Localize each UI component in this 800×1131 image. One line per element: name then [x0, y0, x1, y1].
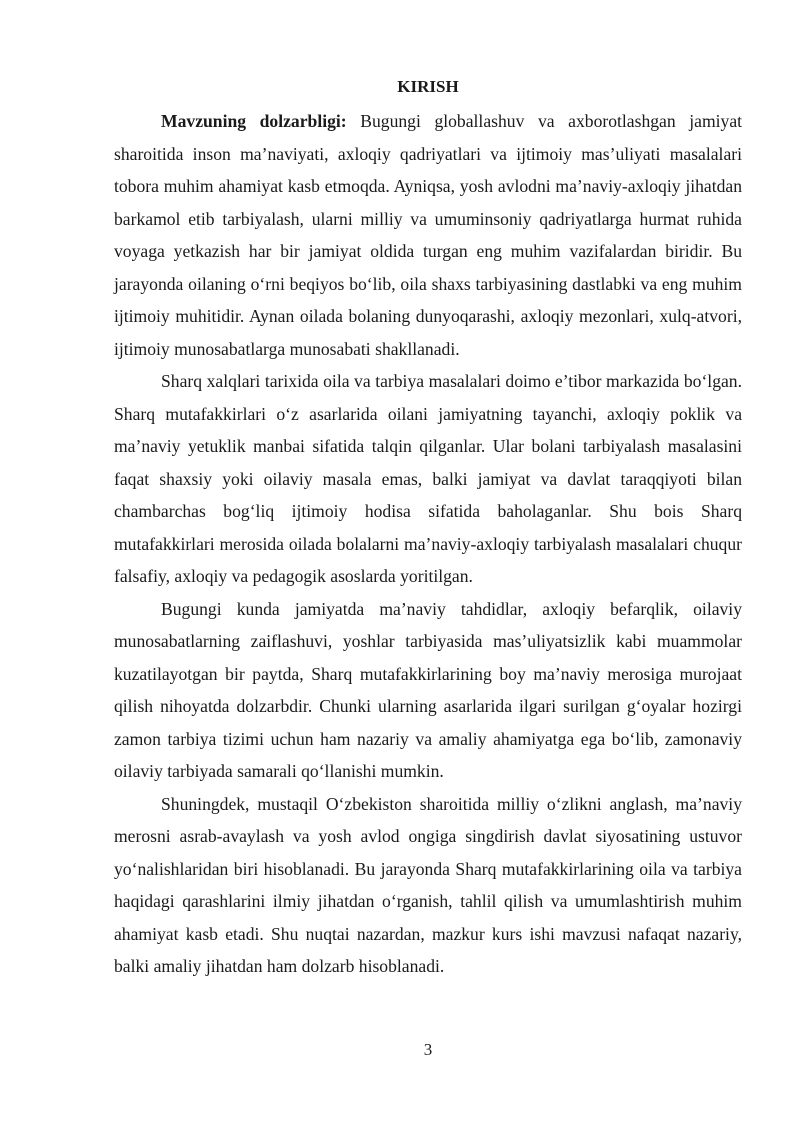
page-number: 3	[423, 1040, 433, 1059]
body-text	[114, 105, 742, 983]
section-heading: KIRISH	[397, 77, 459, 96]
paragraph-text: Bugungi globallashuv va axborotlashgan jamiyat sharoitida inson ma’naviyati, axloqiy qadriyatlari va ijtimoiy mas’uliyati masalalari tobora muhim ahamiyat kasb etmoqda. Ayniqsa, yosh avlodni ma’naviy-axloqiy jihatdan barkamol etib tarbiyalash, ularni milliy va umuminsoniy qadriyatlarga hurmat ruhida voyaga yetkazish har bir jamiyat oldida turgan eng muhim vazifalardan biridir. Bu jarayonda oilaning o‘rni beqiyos bo‘lib, oila shaxs tarbiyasining dastlabki va eng muhim ijtimoiy muhitidir. Aynan oilada bolaning dunyoqarashi, axloqiy mezonlari, xulq-atvori, ijtimoiy munosabatlarga munosabati shakllanadi.	[114, 111, 743, 359]
paragraph-lead: Mavzuning dolzarbligi:	[161, 111, 347, 131]
paragraph-modern-issues: Bugungi kunda jamiyatda ma’naviy tahdidlar, axloqiy befarqlik, oilaviy munosabatlarning zaiflashuvi, yoshlar tarbiyasida mas’uliyatsizlik kabi muammolar kuzatilayotgan bir paytda, Sharq mutafakkirlarining boy ma’naviy merosiga murojaat qilish nihoyatda dolzarbdir. Chunki ularning asarlarida ilgari surilgan g‘oyalar hozirgi zamon tarbiya tizimi uchun ham nazariy va amaliy ahamiyatga ega bo‘lib, zamonaviy oilaviy tarbiyada samarali qo‘llanishi mumkin.	[114, 598, 742, 781]
paragraph-relevance	[114, 105, 742, 365]
paragraph-eastern-history: Sharq xalqlari tarixida oila va tarbiya masalalari doimo e’tibor markazida bo‘lgan. Sharq mutafakkirlari o‘z asarlarida oilani jamiyatning tayanchi, axloqiy poklik va ma’naviy yetuklik manbai sifatida talqin qilganlar. Ular bolani tarbiyalash masalasini faqat shaxsiy yoki oilaviy masala emas, balki jamiyat va davlat taraqqiyoti bilan chambarchas bog‘liq ijtimoiy hodisa sifatida baholaganlar. Shu bois Sharq mutafakkirlari merosida oilada bolalarni ma’naviy-axloqiy tarbiyalash masalalari chuqur falsafiy, axloqiy va pedagogik asoslarda yoritilgan.	[114, 371, 742, 586]
paragraph-state-policy: Shuningdek, mustaqil O‘zbekiston sharoitida milliy o‘zlikni anglash, ma’naviy merosni asrab-avaylash va yosh avlod ongiga singdirish davlat siyosatining ustuvor yo‘nalishlaridan biri hisoblanadi. Bu jarayonda Sharq mutafakkirlarining oila va tarbiya haqidagi qarashlarini ilmiy jihatdan o‘rganish, tahlil qilish va umumlashtirish muhim ahamiyat kasb etadi. Shu nuqtai nazardan, mazkur kurs ishi mavzusi nafaqat nazariy, balki amaliy jihatdan ham dolzarb hisoblanadi.	[114, 793, 742, 976]
